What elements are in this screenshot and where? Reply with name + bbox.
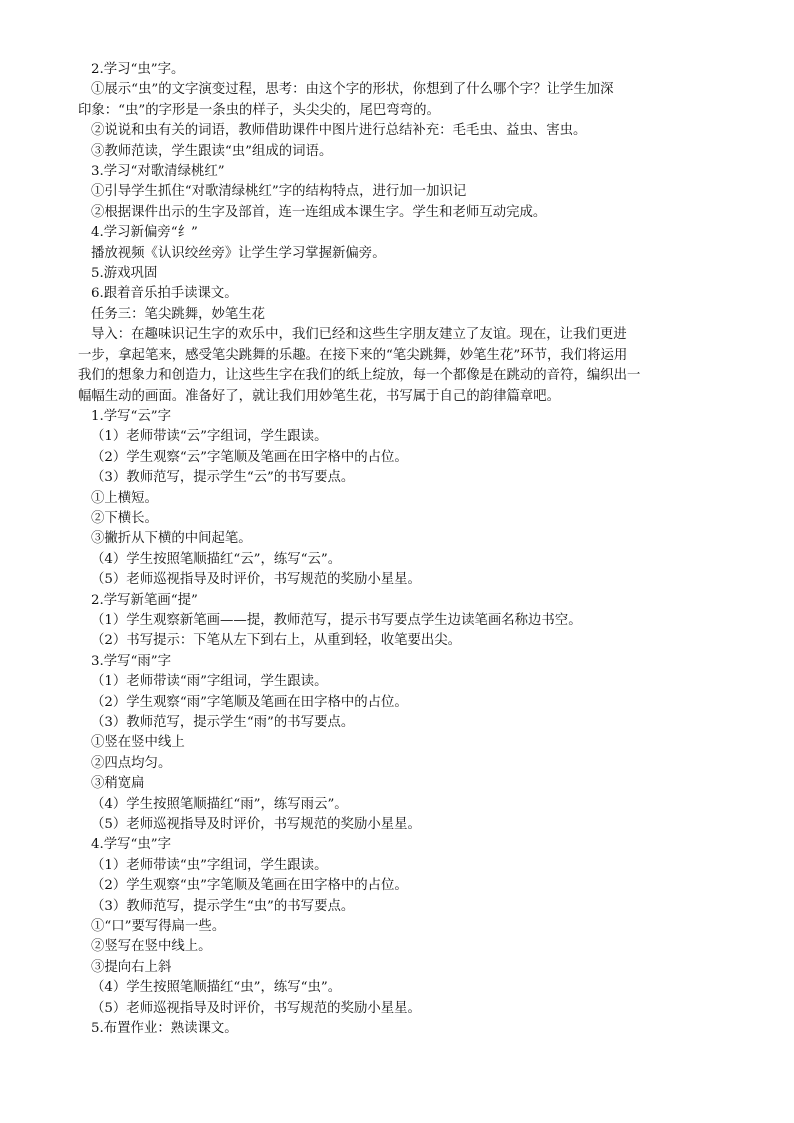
intro-line: 幅幅生动的画面。准备好了，就让我们用妙笔生花，书写属于自己的韵律篇章吧。: [78, 388, 561, 404]
step-line: （2）学生观察“云”字笔顺及笔画在田字格中的占位。: [91, 449, 408, 465]
step-line: （3）教师范写，提示学生“云”的书写要点。: [91, 470, 355, 486]
step-line: （5）老师巡视指导及时评价，书写规范的奖励小星星。: [91, 572, 421, 588]
step-line: （1）老师带读“云”字组词，学生跟读。: [91, 429, 328, 445]
point-line: ②竖写在竖中线上。: [91, 939, 212, 955]
point-line: ②四点均匀。: [91, 755, 172, 771]
step-line: （4）学生按照笔顺描红“雨”，练写雨云”。: [91, 796, 348, 812]
step-line: （4）学生按照笔顺描红“云”，练写“云”。: [91, 551, 342, 567]
heading-new-stroke: 2.学写新笔画“提”: [91, 592, 198, 608]
point-line: ③稍宽扁: [91, 776, 145, 792]
heading-homework: 5.布置作业：熟读课文。: [91, 1021, 238, 1037]
step-line: （3）教师范写，提示学生“雨”的书写要点。: [91, 715, 355, 730]
step-line: （2）书写提示：下笔从左下到右上，从重到轻，收笔要出尖。: [91, 633, 462, 649]
intro-line: 导入：在趣味识记生字的欢乐中，我们已经和这些生字朋友建立了友谊。现在，让我们更进: [91, 327, 627, 343]
step-line: （2）学生观察“虫”字笔顺及笔画在田字格中的占位。: [91, 878, 408, 894]
step-line: （4）学生按照笔顺描红“虫”，练写“虫”。: [91, 980, 342, 996]
point-line: ③提向右上斜: [91, 959, 172, 975]
step-line: （5）老师巡视指导及时评价，书写规范的奖励小星星。: [91, 1000, 421, 1016]
intro-line: 我们的想象力和创造力，让这些生字在我们的纸上绽放，每一个都像是在跳动的音符，编织出一: [78, 368, 641, 384]
step-line: （2）学生观察“雨”字笔顺及笔画在田字格中的占位。: [91, 694, 408, 710]
point-line: ③撇折从下横的中间起笔。: [91, 531, 252, 547]
text-line: ②说说和虫有关的词语，教师借助课件中图片进行总结补充：毛毛虫、益虫、害虫。: [91, 123, 587, 139]
intro-line: 一步，拿起笔来，感受笔尖跳舞的乐趣。在接下来的“笔尖跳舞，妙笔生花”环节，我们将运用: [78, 347, 628, 363]
text-line: 印象：“虫”的字形是一条虫的样子，头尖尖的，尾巴弯弯的。: [78, 102, 440, 118]
heading-learn-chong: 2.学习“虫”字。: [91, 62, 185, 77]
point-line: ①竖在竖中线上: [91, 735, 185, 751]
lesson-plan-text: [78, 60, 736, 1040]
text-line: ①展示“虫”的文字演变过程，思考：由这个字的形状，你想到了什么哪个字？让学生加深: [91, 82, 614, 98]
heading-music-reading: 6.跟着音乐拍手读课文。: [91, 286, 238, 302]
heading-write-yun: 1.学写“云”字: [91, 408, 172, 424]
text-line: ③教师范读，学生跟读“虫”组成的词语。: [91, 143, 333, 159]
step-line: （1）学生观察新笔画——提，教师范写，提示书写要点学生边读笔画名称边书空。: [91, 612, 582, 628]
point-line: ②下横长。: [91, 510, 158, 526]
heading-learn-duige: 3.学习“对歌清绿桃红”: [91, 164, 225, 180]
step-line: （3）教师范写，提示学生“虫”的书写要点。: [91, 898, 355, 914]
step-line: （1）老师带读“雨”字组词，学生跟读。: [91, 674, 328, 690]
point-line: ①上横短。: [91, 490, 158, 506]
text-line: 播放视频《认识绞丝旁》让学生学习掌握新偏旁。: [91, 245, 386, 261]
heading-game: 5.游戏巩固: [91, 266, 158, 282]
heading-write-chong: 4.学写“虫”字: [91, 837, 172, 853]
heading-write-yu: 3.学写“雨”字: [91, 653, 172, 669]
step-line: （5）老师巡视指导及时评价，书写规范的奖励小星星。: [91, 817, 421, 833]
heading-new-radical: 4.学习新偏旁“纟”: [91, 225, 198, 241]
step-line: （1）老师带读“虫”字组词，学生跟读。: [91, 857, 328, 873]
task-three-title: 任务三：笔尖跳舞，妙笔生花: [91, 306, 266, 322]
text-line: ②根据课件出示的生字及部首，连一连组成本课生字。学生和老师互动完成。: [91, 204, 547, 220]
point-line: ①“口”要写得扁一些。: [91, 919, 226, 935]
text-line: ①引导学生抓住“对歌清绿桃红”字的结构特点，进行加一加识记: [91, 184, 467, 200]
